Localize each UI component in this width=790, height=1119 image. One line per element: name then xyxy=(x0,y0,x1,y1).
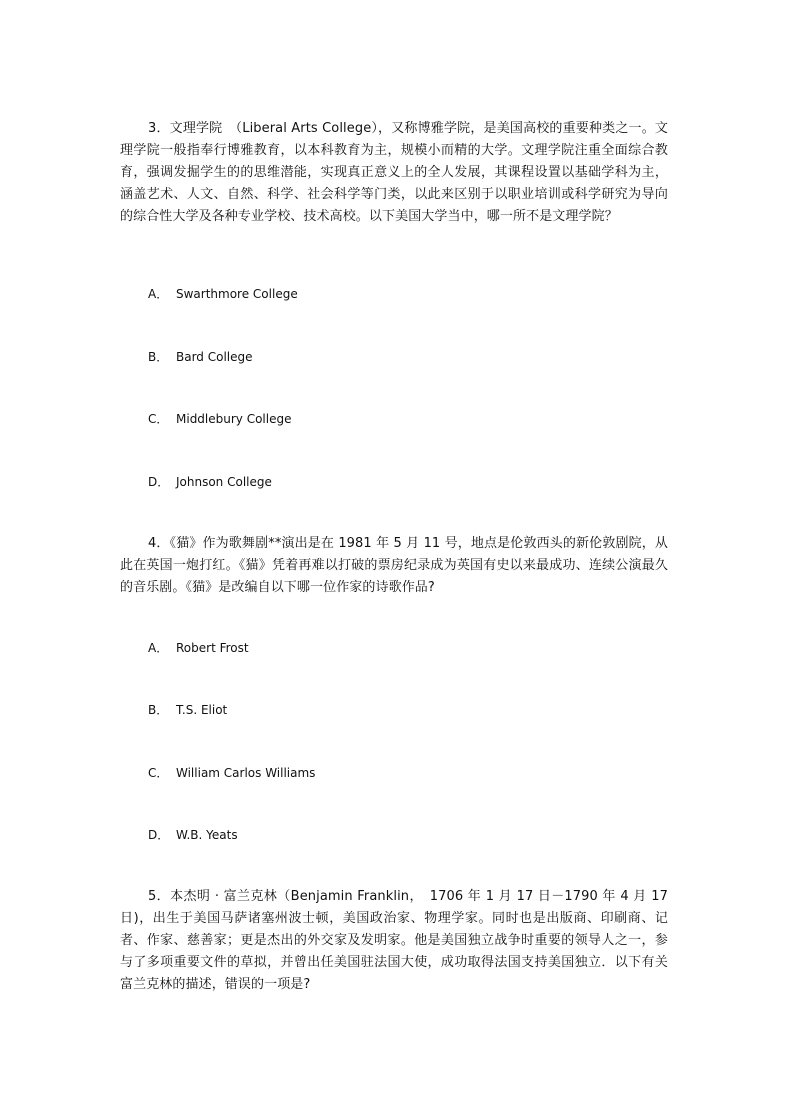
option-text: Bard College xyxy=(176,350,253,364)
option-letter: A． xyxy=(148,287,169,301)
option-letter: B． xyxy=(148,350,169,364)
question-4-option-b xyxy=(148,701,227,719)
option-letter: C． xyxy=(148,412,169,426)
option-text: W.B. Yeats xyxy=(176,828,238,842)
question-4-option-c xyxy=(148,764,315,782)
option-text: Middlebury College xyxy=(176,412,292,426)
question-3-option-c xyxy=(148,410,291,428)
question-4-text: 4．《猫》作为歌舞剧**演出是在 1981 年 5 月 11 号，地点是伦敦西头的新伦敦剧院，从此在英国一炮打红。《猫》凭着再难以打破的票房纪录成为英国有史以来最成功、连续公演最久的音乐剧。《猫》是改编自以下哪一位作家的诗歌作品? xyxy=(120,536,668,595)
question-5-text: 5．本杰明 · 富兰克林（Benjamin Franklin， 1706 年 1 月 17 日－1790 年 4 月 17 日)，出生于美国马萨诸塞州波士顿，美国政治家、物理学家。同时也是出版商、印刷商、记者、作家、慈善家；更是杰出的外交家及发明家。他是美国独立战争时重要的领导人之一，参与了多项重要文件的草拟，并曾出任美国驻法国大使，成功取得法国支持美国独立．以下有关富兰克林的描述，错误的一项是? xyxy=(120,889,668,992)
option-text: T.S. Eliot xyxy=(176,703,228,717)
option-text: Swarthmore College xyxy=(176,287,298,301)
question-3-option-b xyxy=(148,348,253,366)
option-text: Johnson College xyxy=(176,475,272,489)
question-3-option-a xyxy=(148,285,298,303)
option-letter: B． xyxy=(148,703,169,717)
option-letter: A． xyxy=(148,641,169,655)
option-letter: D． xyxy=(148,828,170,842)
question-4-option-d xyxy=(148,826,238,844)
option-letter: D． xyxy=(148,475,170,489)
option-text: Robert Frost xyxy=(176,641,249,655)
question-3-option-d xyxy=(148,473,272,491)
option-text: William Carlos Williams xyxy=(176,766,316,780)
question-4-option-a xyxy=(148,639,249,657)
option-letter: C． xyxy=(148,766,169,780)
question-3-text: 3．文理学院 （Liberal Arts College），又称博雅学院，是美国高校的重要种类之一。文理学院一般指奉行博雅教育，以本科教育为主，规模小而精的大学。文理学院注重全面综合教育，强调发掘学生的的思维潜能，实现真正意义上的全人发展，其课程设置以基础学科为主，涵盖艺术、人文、自然、科学、社会科学等门类，以此来区别于以职业培训或科学研究为导向的综合性大学及各种专业学校、技术高校。以下美国大学当中，哪一所不是文理学院？ xyxy=(120,121,668,224)
